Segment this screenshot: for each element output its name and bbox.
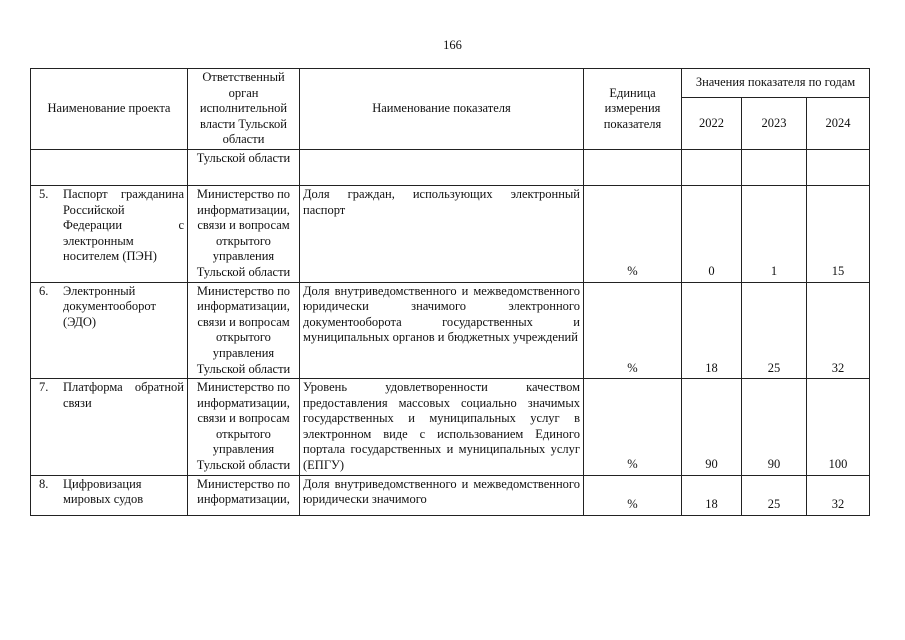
header-project: Наименование проекта <box>31 69 188 150</box>
responsible-cell: Министерство по информатизации, связи и вопросам открытого управления Тульской области <box>188 185 300 282</box>
value-2024: 32 <box>807 475 870 515</box>
project-cell <box>31 379 188 476</box>
value-2024: 100 <box>807 379 870 476</box>
continuation-value <box>742 149 807 185</box>
indicator-cell: Доля граждан, использующих электронный паспорт <box>300 185 584 282</box>
header-values: Значения показателя по годам <box>682 69 870 98</box>
project-cell <box>31 282 188 379</box>
continuation-project <box>31 149 188 185</box>
project-name: Электронный документооборот (ЭДО) <box>63 283 156 329</box>
continuation-responsible: Тульской области <box>188 149 300 185</box>
header-indicator: Наименование показателя <box>300 69 584 150</box>
unit-cell: % <box>584 475 682 515</box>
header-responsible: Ответственный орган исполнительной власти Тульской области <box>188 69 300 150</box>
value-2023: 25 <box>742 282 807 379</box>
row-number: 7. <box>39 380 49 395</box>
value-2023: 90 <box>742 379 807 476</box>
unit-cell: % <box>584 282 682 379</box>
value-2024: 32 <box>807 282 870 379</box>
value-2022: 90 <box>682 379 742 476</box>
continuation-unit <box>584 149 682 185</box>
value-2023: 1 <box>742 185 807 282</box>
responsible-cell: Министерство по информатизации, <box>188 475 300 515</box>
unit-cell: % <box>584 379 682 476</box>
header-year-2022: 2022 <box>682 97 742 149</box>
table-row <box>31 475 870 515</box>
project-cell <box>31 185 188 282</box>
row-number: 8. <box>39 476 49 491</box>
responsible-cell: Министерство по информатизации, связи и вопросам открытого управления Тульской области <box>188 282 300 379</box>
header-row <box>31 69 870 98</box>
continuation-value <box>807 149 870 185</box>
project-name: Паспорт гражданина Российской Федерации с электронным носителем (ПЭН) <box>63 186 184 264</box>
continuation-row <box>31 149 870 185</box>
table-row <box>31 185 870 282</box>
project-name: Цифровизация мировых судов <box>63 476 144 507</box>
project-name: Платформа обратной связи <box>63 380 184 410</box>
value-2022: 18 <box>682 282 742 379</box>
header-unit: Единица измерения показателя <box>584 69 682 150</box>
unit-cell: % <box>584 185 682 282</box>
value-2024: 15 <box>807 185 870 282</box>
value-2022: 0 <box>682 185 742 282</box>
table-row <box>31 379 870 476</box>
header-year-2023: 2023 <box>742 97 807 149</box>
indicator-cell: Доля внутриведомственного и межведомственного юридически значимого электронного документооборота государственных и муниципальных органов и бюджетных учреждений <box>300 282 584 379</box>
indicator-cell: Доля внутриведомственного и межведомственного юридически значимого <box>300 475 584 515</box>
table-row <box>31 282 870 379</box>
row-number: 6. <box>39 283 49 298</box>
page-number: 166 <box>443 38 462 52</box>
row-number: 5. <box>39 186 49 201</box>
header-year-2024: 2024 <box>807 97 870 149</box>
responsible-cell: Министерство по информатизации, связи и вопросам открытого управления Тульской области <box>188 379 300 476</box>
continuation-value <box>682 149 742 185</box>
value-2023: 25 <box>742 475 807 515</box>
project-cell <box>31 475 188 515</box>
indicators-table <box>30 68 870 516</box>
value-2022: 18 <box>682 475 742 515</box>
continuation-indicator <box>300 149 584 185</box>
indicator-cell: Уровень удовлетворенности качеством предоставления массовых социально значимых государственных и муниципальных услуг в электронном виде с использованием Единого портала государственных и муниципальных услуг (ЕПГУ) <box>300 379 584 476</box>
